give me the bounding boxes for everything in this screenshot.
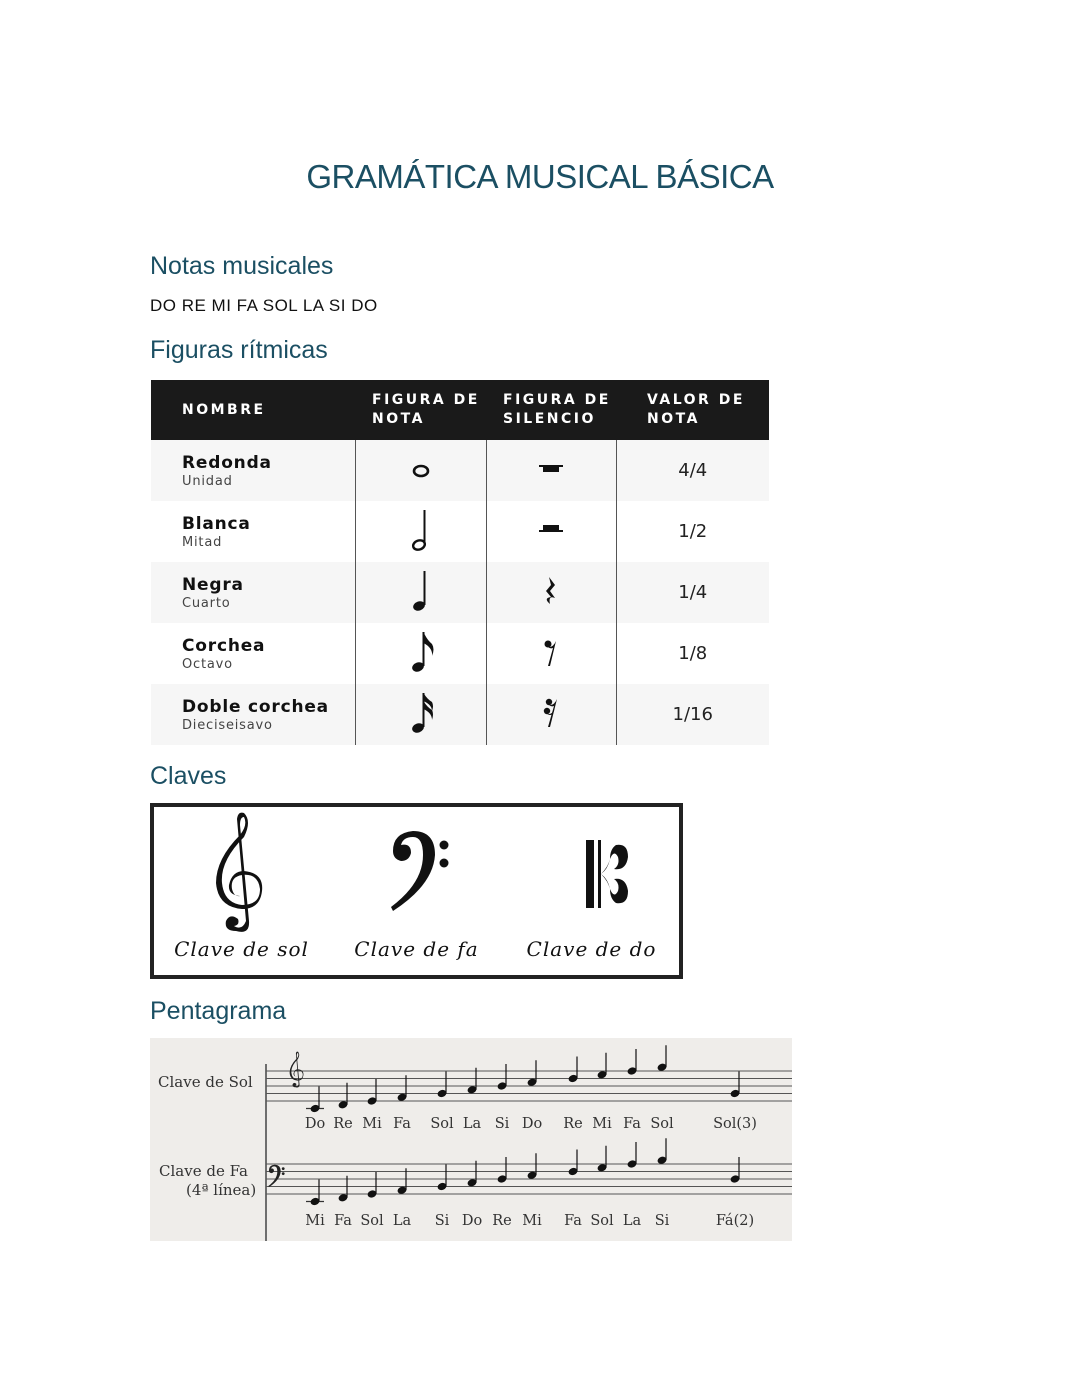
clef-item-sol	[154, 807, 329, 975]
figure-subtitle: Cuarto	[182, 595, 231, 611]
note-name: Re	[333, 1116, 353, 1132]
note-name: Fa	[564, 1213, 582, 1229]
quarter-rest-icon	[486, 562, 616, 623]
figure-name: Corchea	[182, 635, 266, 656]
figure-name: Negra	[182, 574, 244, 595]
note-name: Re	[563, 1116, 583, 1132]
column-header-nombre: NOMBRE	[151, 380, 355, 440]
note-name: Do	[521, 1116, 543, 1132]
note-name: Sol	[590, 1213, 614, 1229]
table-row	[151, 684, 769, 745]
clef-item-fa	[329, 807, 504, 975]
note-value: 1/4	[616, 562, 769, 623]
note-name: La	[392, 1213, 412, 1229]
staff-diagram	[150, 1038, 792, 1241]
section-heading-notas: Notas musicales	[150, 252, 334, 280]
sixteenth-note-icon	[355, 684, 486, 745]
bass-staff-sublabel: (4ª línea)	[186, 1181, 257, 1199]
table-row	[151, 623, 769, 684]
whole-note-icon	[355, 440, 486, 501]
quarter-note-icon	[355, 562, 486, 623]
treble-clef-icon	[290, 1052, 304, 1088]
bass-clef-icon	[268, 1165, 284, 1187]
note-name: Fá(2)	[715, 1213, 755, 1229]
clef-label-sol: Clave de sol	[174, 937, 309, 961]
figure-name: Redonda	[182, 452, 272, 473]
note-name: Mi	[592, 1116, 612, 1132]
figure-name-cell	[151, 623, 355, 684]
note-name: Do	[461, 1213, 483, 1229]
note-name: Fa	[623, 1116, 641, 1132]
note-name: La	[462, 1116, 482, 1132]
figure-subtitle: Mitad	[182, 534, 223, 550]
note-name: Sol(3)	[713, 1116, 757, 1132]
bass-clef-icon	[329, 807, 504, 935]
figure-name-cell	[151, 684, 355, 745]
figure-name-cell	[151, 440, 355, 501]
clef-item-do	[504, 807, 679, 975]
eighth-note-icon	[355, 623, 486, 684]
table-row	[151, 501, 769, 562]
figure-subtitle: Unidad	[182, 473, 233, 489]
treble-clef-icon	[154, 807, 329, 935]
column-header-figura-silencio: FIGURA DE SILENCIO	[486, 380, 616, 440]
section-heading-pentagrama: Pentagrama	[150, 997, 287, 1025]
note-name: Sol	[650, 1116, 674, 1132]
clef-label-fa: Clave de fa	[354, 937, 479, 961]
note-name: Mi	[362, 1116, 382, 1132]
table-row	[151, 562, 769, 623]
note-name: Si	[654, 1213, 670, 1229]
note-name: Si	[434, 1213, 450, 1229]
note-name: Mi	[522, 1213, 542, 1229]
note-value: 1/8	[616, 623, 769, 684]
figure-name-cell	[151, 562, 355, 623]
bass-staff-label: Clave de Fa	[159, 1162, 248, 1180]
section-heading-claves: Claves	[150, 762, 227, 790]
note-value: 4/4	[616, 440, 769, 501]
note-name: Re	[492, 1213, 512, 1229]
figure-name: Doble corchea	[182, 696, 329, 717]
clef-label-do: Clave de do	[526, 937, 657, 961]
rhythm-figures-table	[151, 380, 769, 745]
c-clef-icon	[504, 807, 679, 935]
note-name: Sol	[430, 1116, 454, 1132]
note-name: Fa	[334, 1213, 352, 1229]
note-value: 1/16	[616, 684, 769, 745]
note-name: Mi	[305, 1213, 325, 1229]
page-title: GRAMÁTICA MUSICAL BÁSICA	[306, 158, 774, 195]
treble-staff-label: Clave de Sol	[158, 1073, 253, 1091]
section-heading-figuras: Figuras rítmicas	[150, 336, 328, 364]
whole-rest-icon	[486, 440, 616, 501]
note-value: 1/2	[616, 501, 769, 562]
notes-list: DO RE MI FA SOL LA SI DO	[150, 296, 378, 315]
column-header-valor: VALOR DE NOTA	[616, 380, 769, 440]
table-header-row	[151, 380, 769, 440]
note-name: La	[622, 1213, 642, 1229]
figure-name-cell	[151, 501, 355, 562]
note-name: Fa	[393, 1116, 411, 1132]
note-name: Sol	[360, 1213, 384, 1229]
eighth-rest-icon	[486, 623, 616, 684]
clefs-panel	[150, 803, 683, 979]
sixteenth-rest-icon	[486, 684, 616, 745]
note-name: Do	[304, 1116, 326, 1132]
treble-staff	[266, 1071, 792, 1101]
half-note-icon	[355, 501, 486, 562]
figure-name: Blanca	[182, 513, 251, 534]
half-rest-icon	[486, 501, 616, 562]
figure-subtitle: Octavo	[182, 656, 233, 672]
bass-staff	[266, 1164, 792, 1194]
figure-subtitle: Dieciseisavo	[182, 717, 273, 733]
column-header-figura-nota: FIGURA DE NOTA	[355, 380, 486, 440]
table-row	[151, 440, 769, 501]
note-name: Si	[494, 1116, 510, 1132]
